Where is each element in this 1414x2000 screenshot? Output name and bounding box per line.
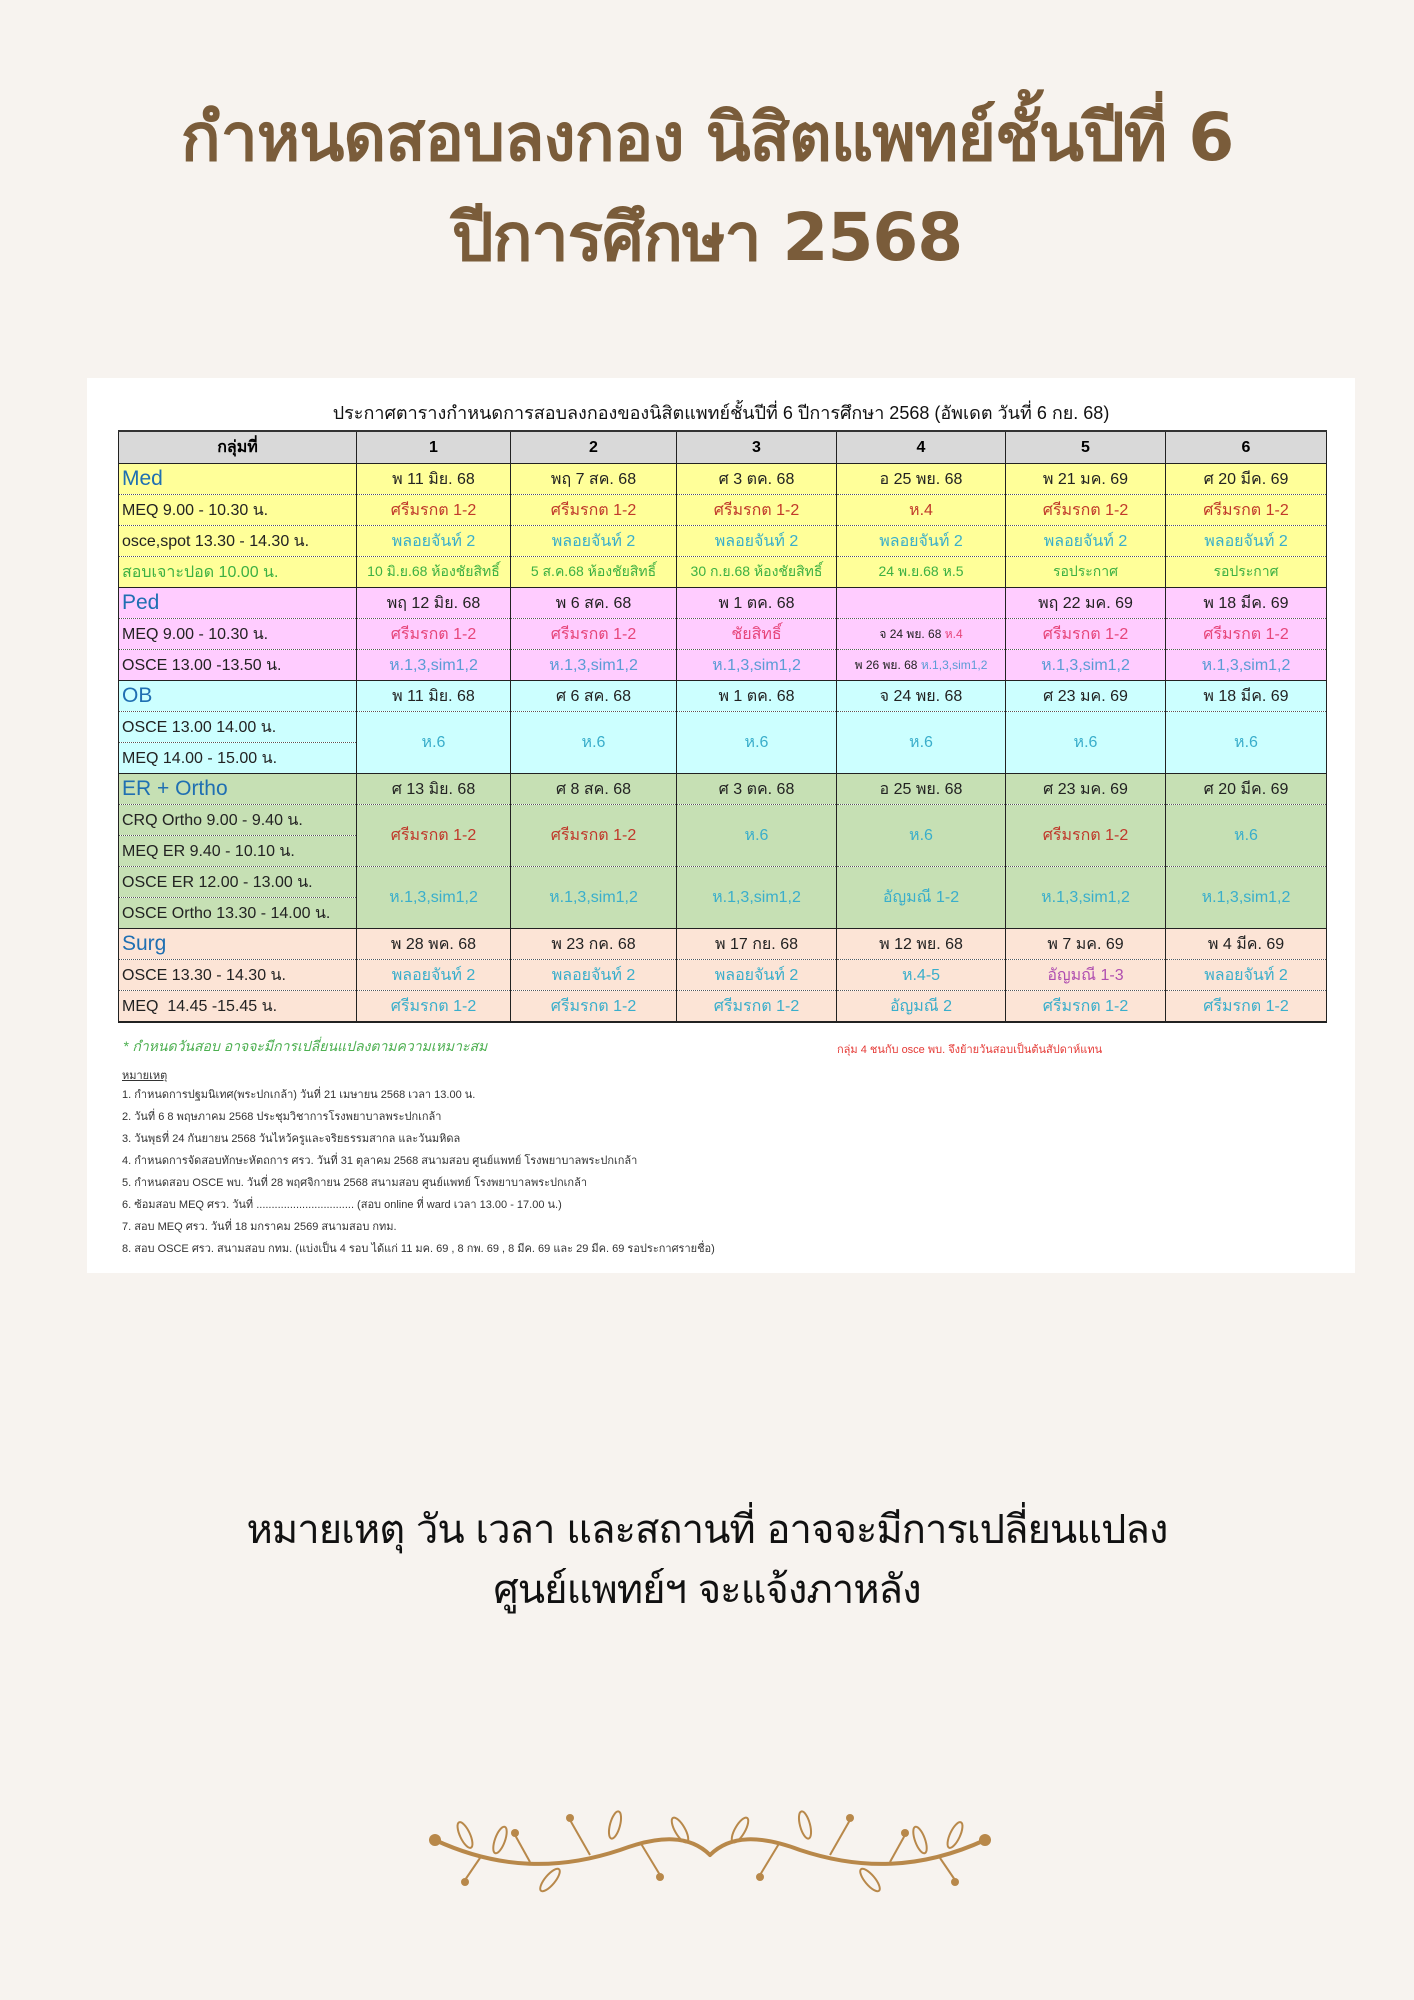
remark-item: 3. วันพุธที่ 24 กันยายน 2568 วันไหว้ครูและจริยธรรมสากล และวันมหิดล xyxy=(122,1133,461,1145)
room-cell: พลอยจันท์ 2 xyxy=(837,526,1006,557)
date-cell: พ 12 พย. 68 xyxy=(837,929,1006,960)
room-cell: ศรีมรกต 1-2 xyxy=(1006,619,1166,650)
alt-date: จ 24 พย. 68 xyxy=(879,626,942,641)
row-label: OSCE ER 12.00 - 13.00 น. xyxy=(119,867,357,898)
room-cell: ศรีมรกต 1-2 xyxy=(1006,805,1166,867)
date-cell: ศ 3 ตค. 68 xyxy=(677,774,837,805)
title-line-1: กำหนดสอบลงกอง นิสิตแพทย์ชั้นปีที่ 6 xyxy=(180,99,1234,176)
table-row xyxy=(119,867,1327,898)
row-label: MEQ 9.00 - 10.30 น. xyxy=(119,619,357,650)
remarks-list xyxy=(122,1068,715,1260)
col-header-5: 5 xyxy=(1006,431,1166,464)
room-cell: ห.1,3,sim1,2 xyxy=(1006,650,1166,681)
room-cell: ศรีมรกต 1-2 xyxy=(357,805,511,867)
section-ob: OB xyxy=(119,681,357,712)
room-cell xyxy=(837,619,1006,650)
room-cell: ศรีมรกต 1-2 xyxy=(1166,619,1327,650)
table-row xyxy=(119,681,1327,712)
row-label: MEQ 14.45 -15.45 น. xyxy=(119,991,357,1023)
date-cell: พ 1 ตค. 68 xyxy=(677,588,837,619)
room-cell: 24 พ.ย.68 ห.5 xyxy=(837,557,1006,588)
col-header-6: 6 xyxy=(1166,431,1327,464)
date-cell: ศ 8 สค. 68 xyxy=(511,774,677,805)
row-label: MEQ ER 9.40 - 10.10 น. xyxy=(119,836,357,867)
room-cell: ห.6 xyxy=(1166,712,1327,774)
room-cell: ห.1,3,sim1,2 xyxy=(677,867,837,929)
row-label: OSCE 13.00 14.00 น. xyxy=(119,712,357,743)
room-cell: ศรีมรกต 1-2 xyxy=(511,805,677,867)
row-label: OSCE Ortho 13.30 - 14.00 น. xyxy=(119,898,357,929)
floral-vine-ornament-icon xyxy=(420,1800,1000,1910)
remark-item: 2. วันที่ 6 8 พฤษภาคม 2568 ประชุมวิชาการโรงพยาบาลพระปกเกล้า xyxy=(122,1111,442,1123)
date-cell: พ 11 มิย. 68 xyxy=(357,464,511,495)
room-cell: ศรีมรกต 1-2 xyxy=(511,495,677,526)
date-cell: พฤ 7 สค. 68 xyxy=(511,464,677,495)
table-row xyxy=(119,712,1327,743)
header-row xyxy=(119,431,1327,464)
date-cell: อ 25 พย. 68 xyxy=(837,464,1006,495)
bottom-note xyxy=(0,1500,1414,1620)
date-cell: พ 6 สค. 68 xyxy=(511,588,677,619)
room-cell: ห.4 xyxy=(837,495,1006,526)
room-cell: ศรีมรกต 1-2 xyxy=(357,991,511,1023)
room-cell: พลอยจันท์ 2 xyxy=(511,960,677,991)
schedule-caption: ประกาศตารางกำหนดการสอบลงกองของนิสิตแพทย์ชั้นปีที่ 6 ปีการศึกษา 2568 (อัพเดต วันที่ 6 กย. 68) xyxy=(332,403,1110,423)
room-cell: ห.6 xyxy=(677,712,837,774)
remark-item: 5. กำหนดสอบ OSCE พบ. วันที่ 28 พฤศจิกายน 2568 สนามสอบ ศูนย์แพทย์ โรงพยาบาลพระปกเกล้า xyxy=(122,1177,588,1189)
group4-notice: กลุ่ม 4 ชนกับ osce พบ. จึงย้ายวันสอบเป็นต้นสัปดาห์แทน xyxy=(837,1044,1103,1056)
table-row xyxy=(119,774,1327,805)
room-cell: ศรีมรกต 1-2 xyxy=(677,991,837,1023)
remark-item: 7. สอบ MEQ ศรว. วันที่ 18 มกราคม 2569 สนามสอบ กทม. xyxy=(122,1221,397,1233)
section-ped: Ped xyxy=(119,588,357,619)
date-cell: พ 4 มีค. 69 xyxy=(1166,929,1327,960)
room-cell: ห.1,3,sim1,2 xyxy=(511,867,677,929)
room-cell: พลอยจันท์ 2 xyxy=(357,960,511,991)
table-row xyxy=(119,526,1327,557)
room-cell: ห.1,3,sim1,2 xyxy=(1006,867,1166,929)
room-cell: ห.4-5 xyxy=(837,960,1006,991)
room-cell: ศรีมรกต 1-2 xyxy=(677,495,837,526)
remark-item: 6. ซ้อมสอบ MEQ ศรว. วันที่ ................................ (สอบ online ที่ ward เวลา 13.00 - 17.00 น.) xyxy=(122,1199,562,1211)
schedule-panel xyxy=(87,378,1355,1273)
date-cell: ศ 20 มีค. 69 xyxy=(1166,774,1327,805)
row-label: MEQ 14.00 - 15.00 น. xyxy=(119,743,357,774)
room-cell: อัญมณี 2 xyxy=(837,991,1006,1023)
room-cell: ศรีมรกต 1-2 xyxy=(1006,495,1166,526)
col-header-3: 3 xyxy=(677,431,837,464)
room-cell: ห.1,3,sim1,2 xyxy=(357,867,511,929)
room-cell: ศรีมรกต 1-2 xyxy=(1166,991,1327,1023)
col-header-1: 1 xyxy=(357,431,511,464)
room-cell: 30 ก.ย.68 ห้องชัยสิทธิ์ xyxy=(677,557,837,588)
page-title xyxy=(0,88,1414,288)
schedule-table xyxy=(118,430,1327,1023)
section-med: Med xyxy=(119,464,357,495)
date-cell: พ 23 กค. 68 xyxy=(511,929,677,960)
room-cell: ห.1,3,sim1,2 xyxy=(511,650,677,681)
room-cell: พลอยจันท์ 2 xyxy=(1166,960,1327,991)
date-cell: พ 7 มค. 69 xyxy=(1006,929,1166,960)
section-er-ortho: ER + Ortho xyxy=(119,774,357,805)
room-cell: อัญมณี 1-3 xyxy=(1006,960,1166,991)
row-label: OSCE 13.00 -13.50 น. xyxy=(119,650,357,681)
row-label: CRQ Ortho 9.00 - 9.40 น. xyxy=(119,805,357,836)
room-cell: พลอยจันท์ 2 xyxy=(357,526,511,557)
row-label: สอบเจาะปอด 10.00 น. xyxy=(119,557,357,588)
col-header-group: กลุ่มที่ xyxy=(119,431,357,464)
room-cell: พลอยจันท์ 2 xyxy=(511,526,677,557)
remark-item: 1. กำหนดการปฐมนิเทศ(พระปกเกล้า) วันที่ 21 เมษายน 2568 เวลา 13.00 น. xyxy=(122,1089,476,1101)
room-cell: ห.6 xyxy=(837,805,1006,867)
room-cell: พลอยจันท์ 2 xyxy=(1006,526,1166,557)
table-row xyxy=(119,991,1327,1023)
table-row xyxy=(119,557,1327,588)
date-cell: พ 18 มีค. 69 xyxy=(1166,681,1327,712)
date-cell: พ 11 มิย. 68 xyxy=(357,681,511,712)
room-cell: 5 ส.ค.68 ห้องชัยสิทธิ์ xyxy=(511,557,677,588)
room-cell: ศรีมรกต 1-2 xyxy=(1006,991,1166,1023)
room-cell: ศรีมรกต 1-2 xyxy=(511,991,677,1023)
room-cell: ชัยสิทธิ์ xyxy=(677,619,837,650)
date-cell: จ 24 พย. 68 xyxy=(837,681,1006,712)
bottom-note-line-1: หมายเหตุ วัน เวลา และสถานที่ อาจจะมีการเปลี่ยนแปลง xyxy=(246,1507,1168,1553)
room-cell: ห.1,3,sim1,2 xyxy=(677,650,837,681)
room-cell: ห.6 xyxy=(357,712,511,774)
room-cell: ห.1,3,sim1,2 xyxy=(1166,650,1327,681)
title-line-2: ปีการศึกษา 2568 xyxy=(451,199,963,276)
alt-room: ห.1,3,sim1,2 xyxy=(920,657,988,672)
remark-item: 8. สอบ OSCE ศรว. สนามสอบ กทม. (แบ่งเป็น 4 รอบ ได้แก่ 11 มค. 69 , 8 กพ. 69 , 8 มีค. 69 และ 29 มีค. 69 รอประกาศรายชื่อ) xyxy=(122,1243,715,1255)
room-cell: ห.6 xyxy=(1006,712,1166,774)
remark-item: 4. กำหนดการจัดสอบทักษะหัตถการ ศรว. วันที่ 31 ตุลาคม 2568 สนามสอบ ศูนย์แพทย์ โรงพยาบาลพระปกเกล้า xyxy=(122,1155,638,1167)
room-cell: ศรีมรกต 1-2 xyxy=(1166,495,1327,526)
date-cell: ศ 6 สค. 68 xyxy=(511,681,677,712)
alt-room: ห.4 xyxy=(944,626,963,641)
table-row xyxy=(119,805,1327,836)
room-cell: ห.6 xyxy=(837,712,1006,774)
col-header-2: 2 xyxy=(511,431,677,464)
bottom-note-line-2: ศูนย์แพทย์ฯ จะแจ้งภาหลัง xyxy=(493,1567,921,1613)
table-row xyxy=(119,588,1327,619)
table-row xyxy=(119,619,1327,650)
date-cell: พฤ 22 มค. 69 xyxy=(1006,588,1166,619)
room-cell: รอประกาศ xyxy=(1166,557,1327,588)
room-cell: ห.1,3,sim1,2 xyxy=(1166,867,1327,929)
table-row xyxy=(119,960,1327,991)
room-cell: อัญมณี 1-2 xyxy=(837,867,1006,929)
table-row xyxy=(119,495,1327,526)
date-cell: พ 17 กย. 68 xyxy=(677,929,837,960)
room-cell xyxy=(837,650,1006,681)
date-cell: พ 18 มีค. 69 xyxy=(1166,588,1327,619)
room-cell: พลอยจันท์ 2 xyxy=(1166,526,1327,557)
table-row xyxy=(119,929,1327,960)
room-cell: ห.6 xyxy=(677,805,837,867)
row-label: MEQ 9.00 - 10.30 น. xyxy=(119,495,357,526)
room-cell: ศรีมรกต 1-2 xyxy=(357,619,511,650)
date-cell: อ 25 พย. 68 xyxy=(837,774,1006,805)
date-cell: ศ 23 มค. 69 xyxy=(1006,681,1166,712)
date-cell: พ 21 มค. 69 xyxy=(1006,464,1166,495)
date-cell: ศ 23 มค. 69 xyxy=(1006,774,1166,805)
col-header-4: 4 xyxy=(837,431,1006,464)
date-cell: ศ 13 มิย. 68 xyxy=(357,774,511,805)
remarks-heading: หมายเหตุ xyxy=(122,1070,168,1082)
row-label: OSCE 13.30 - 14.30 น. xyxy=(119,960,357,991)
table-row xyxy=(119,464,1327,495)
room-cell: พลอยจันท์ 2 xyxy=(677,960,837,991)
room-cell: ศรีมรกต 1-2 xyxy=(511,619,677,650)
date-cell: พ 28 พค. 68 xyxy=(357,929,511,960)
room-cell: รอประกาศ xyxy=(1006,557,1166,588)
change-notice: * กำหนดวันสอบ อาจจะมีการเปลี่ยนแปลงตามความเหมาะสม xyxy=(123,1038,488,1054)
date-cell xyxy=(837,588,1006,619)
date-cell: พ 1 ตค. 68 xyxy=(677,681,837,712)
row-label: osce,spot 13.30 - 14.30 น. xyxy=(119,526,357,557)
section-surg: Surg xyxy=(119,929,357,960)
room-cell: ห.1,3,sim1,2 xyxy=(357,650,511,681)
table-row xyxy=(119,650,1327,681)
date-cell: พฤ 12 มิย. 68 xyxy=(357,588,511,619)
room-cell: ห.6 xyxy=(511,712,677,774)
date-cell: ศ 20 มีค. 69 xyxy=(1166,464,1327,495)
room-cell: ห.6 xyxy=(1166,805,1327,867)
room-cell: พลอยจันท์ 2 xyxy=(677,526,837,557)
date-cell: ศ 3 ตค. 68 xyxy=(677,464,837,495)
room-cell: 10 มิ.ย.68 ห้องชัยสิทธิ์ xyxy=(357,557,511,588)
room-cell: ศรีมรกต 1-2 xyxy=(357,495,511,526)
alt-date: พ 26 พย. 68 xyxy=(854,657,918,672)
